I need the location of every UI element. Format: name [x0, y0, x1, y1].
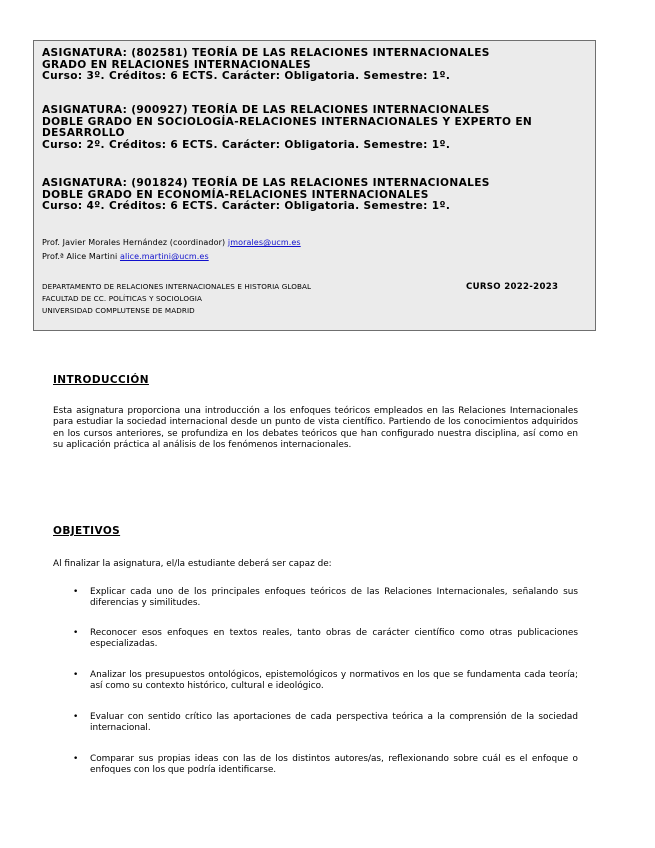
list-item-text: Evaluar con sentido crítico las aportaciones de cada perspectiva teórica a la comprensión de la sociedad internacional.	[90, 712, 578, 734]
objetivos-lead: Al finalizar la asignatura, el/la estudiante deberá ser capaz de:	[53, 559, 332, 569]
course-title: ASIGNATURA: (900927) TEORÍA DE LAS RELACIONES INTERNACIONALES	[42, 104, 490, 116]
university-name: UNIVERSIDAD COMPLUTENSE DE MADRID	[42, 306, 195, 316]
course-degree-cont: DESARROLLO	[42, 127, 125, 140]
introduccion-heading: INTRODUCCIÓN	[53, 374, 149, 386]
course-title: ASIGNATURA: (802581) TEORÍA DE LAS RELACIONES INTERNACIONALES	[42, 47, 490, 59]
academic-year: CURSO 2022-2023	[466, 282, 559, 292]
course-meta: Curso: 3º. Créditos: 6 ECTS. Carácter: Obligatoria. Semestre: 1º.	[42, 70, 451, 83]
list-item-text: Explicar cada uno de los principales enfoques teóricos de las Relaciones Internacionales, señalando sus diferencias y similitudes.	[90, 587, 578, 609]
professor-second	[42, 251, 209, 262]
course-block-900927	[42, 105, 594, 151]
course-header-box	[33, 40, 596, 331]
course-meta: Curso: 2º. Créditos: 6 ECTS. Carácter: Obligatoria. Semestre: 1º.	[42, 138, 451, 151]
objetivos-heading: OBJETIVOS	[53, 525, 121, 537]
professor-name: Prof.ª Alice Martini	[42, 252, 118, 261]
bullet-icon: •	[73, 628, 79, 638]
bullet-icon: •	[73, 712, 79, 722]
professor-coordinator	[42, 237, 301, 248]
course-degree: GRADO EN RELACIONES INTERNACIONALES	[42, 58, 311, 71]
course-block-802581	[42, 48, 594, 83]
list-item-text: Comparar sus propias ideas con las de los distintos autores/as, reflexionando sobre cuál es el enfoque o enfoques con los que podría identificarse.	[90, 754, 578, 776]
course-degree: DOBLE GRADO EN ECONOMÍA-RELACIONES INTERNACIONALES	[42, 188, 429, 201]
institution-info	[42, 281, 311, 318]
bullet-icon: •	[73, 670, 79, 680]
faculty-name: FACULTAD DE CC. POLÍTICAS Y SOCIOLOGIA	[42, 294, 203, 304]
introduccion-paragraph: Esta asignatura proporciona una introducción a los enfoques teóricos empleados en las Relaciones Internacionales para estudiar la sociedad internacional desde un punto de vista científico. Partiendo de los conocimientos adquiridos en los cursos anteriores, se profundiza en los debates teóricos que han configurado nuestra disciplina, así como en su aplicación práctica al análisis de los fenómenos internacionales.	[53, 406, 578, 450]
course-title: ASIGNATURA: (901824) TEORÍA DE LAS RELACIONES INTERNACIONALES	[42, 177, 490, 189]
professor-name: Prof. Javier Morales Hernández (coordinador)	[42, 238, 226, 247]
department-name: DEPARTAMENTO DE RELACIONES INTERNACIONALES E HISTORIA GLOBAL	[42, 282, 312, 291]
course-degree: DOBLE GRADO EN SOCIOLOGÍA-RELACIONES INTERNACIONALES Y EXPERTO EN	[42, 115, 533, 128]
list-item-text: Analizar los presupuestos ontológicos, epistemológicos y normativos en los que se fundamenta cada teoría; así como su contexto histórico, cultural e ideológico.	[90, 670, 578, 692]
course-meta: Curso: 4º. Créditos: 6 ECTS. Carácter: Obligatoria. Semestre: 1º.	[42, 200, 451, 213]
bullet-icon: •	[73, 754, 79, 764]
course-block-901824	[42, 178, 594, 213]
professor-email-link[interactable]: alice.martini@ucm.es	[119, 252, 209, 261]
list-item-text: Reconocer esos enfoques en textos reales, tanto obras de carácter científico como otras publicaciones especializadas.	[90, 628, 578, 650]
professor-email-link[interactable]: jmorales@ucm.es	[227, 238, 301, 247]
bullet-icon: •	[73, 587, 79, 597]
